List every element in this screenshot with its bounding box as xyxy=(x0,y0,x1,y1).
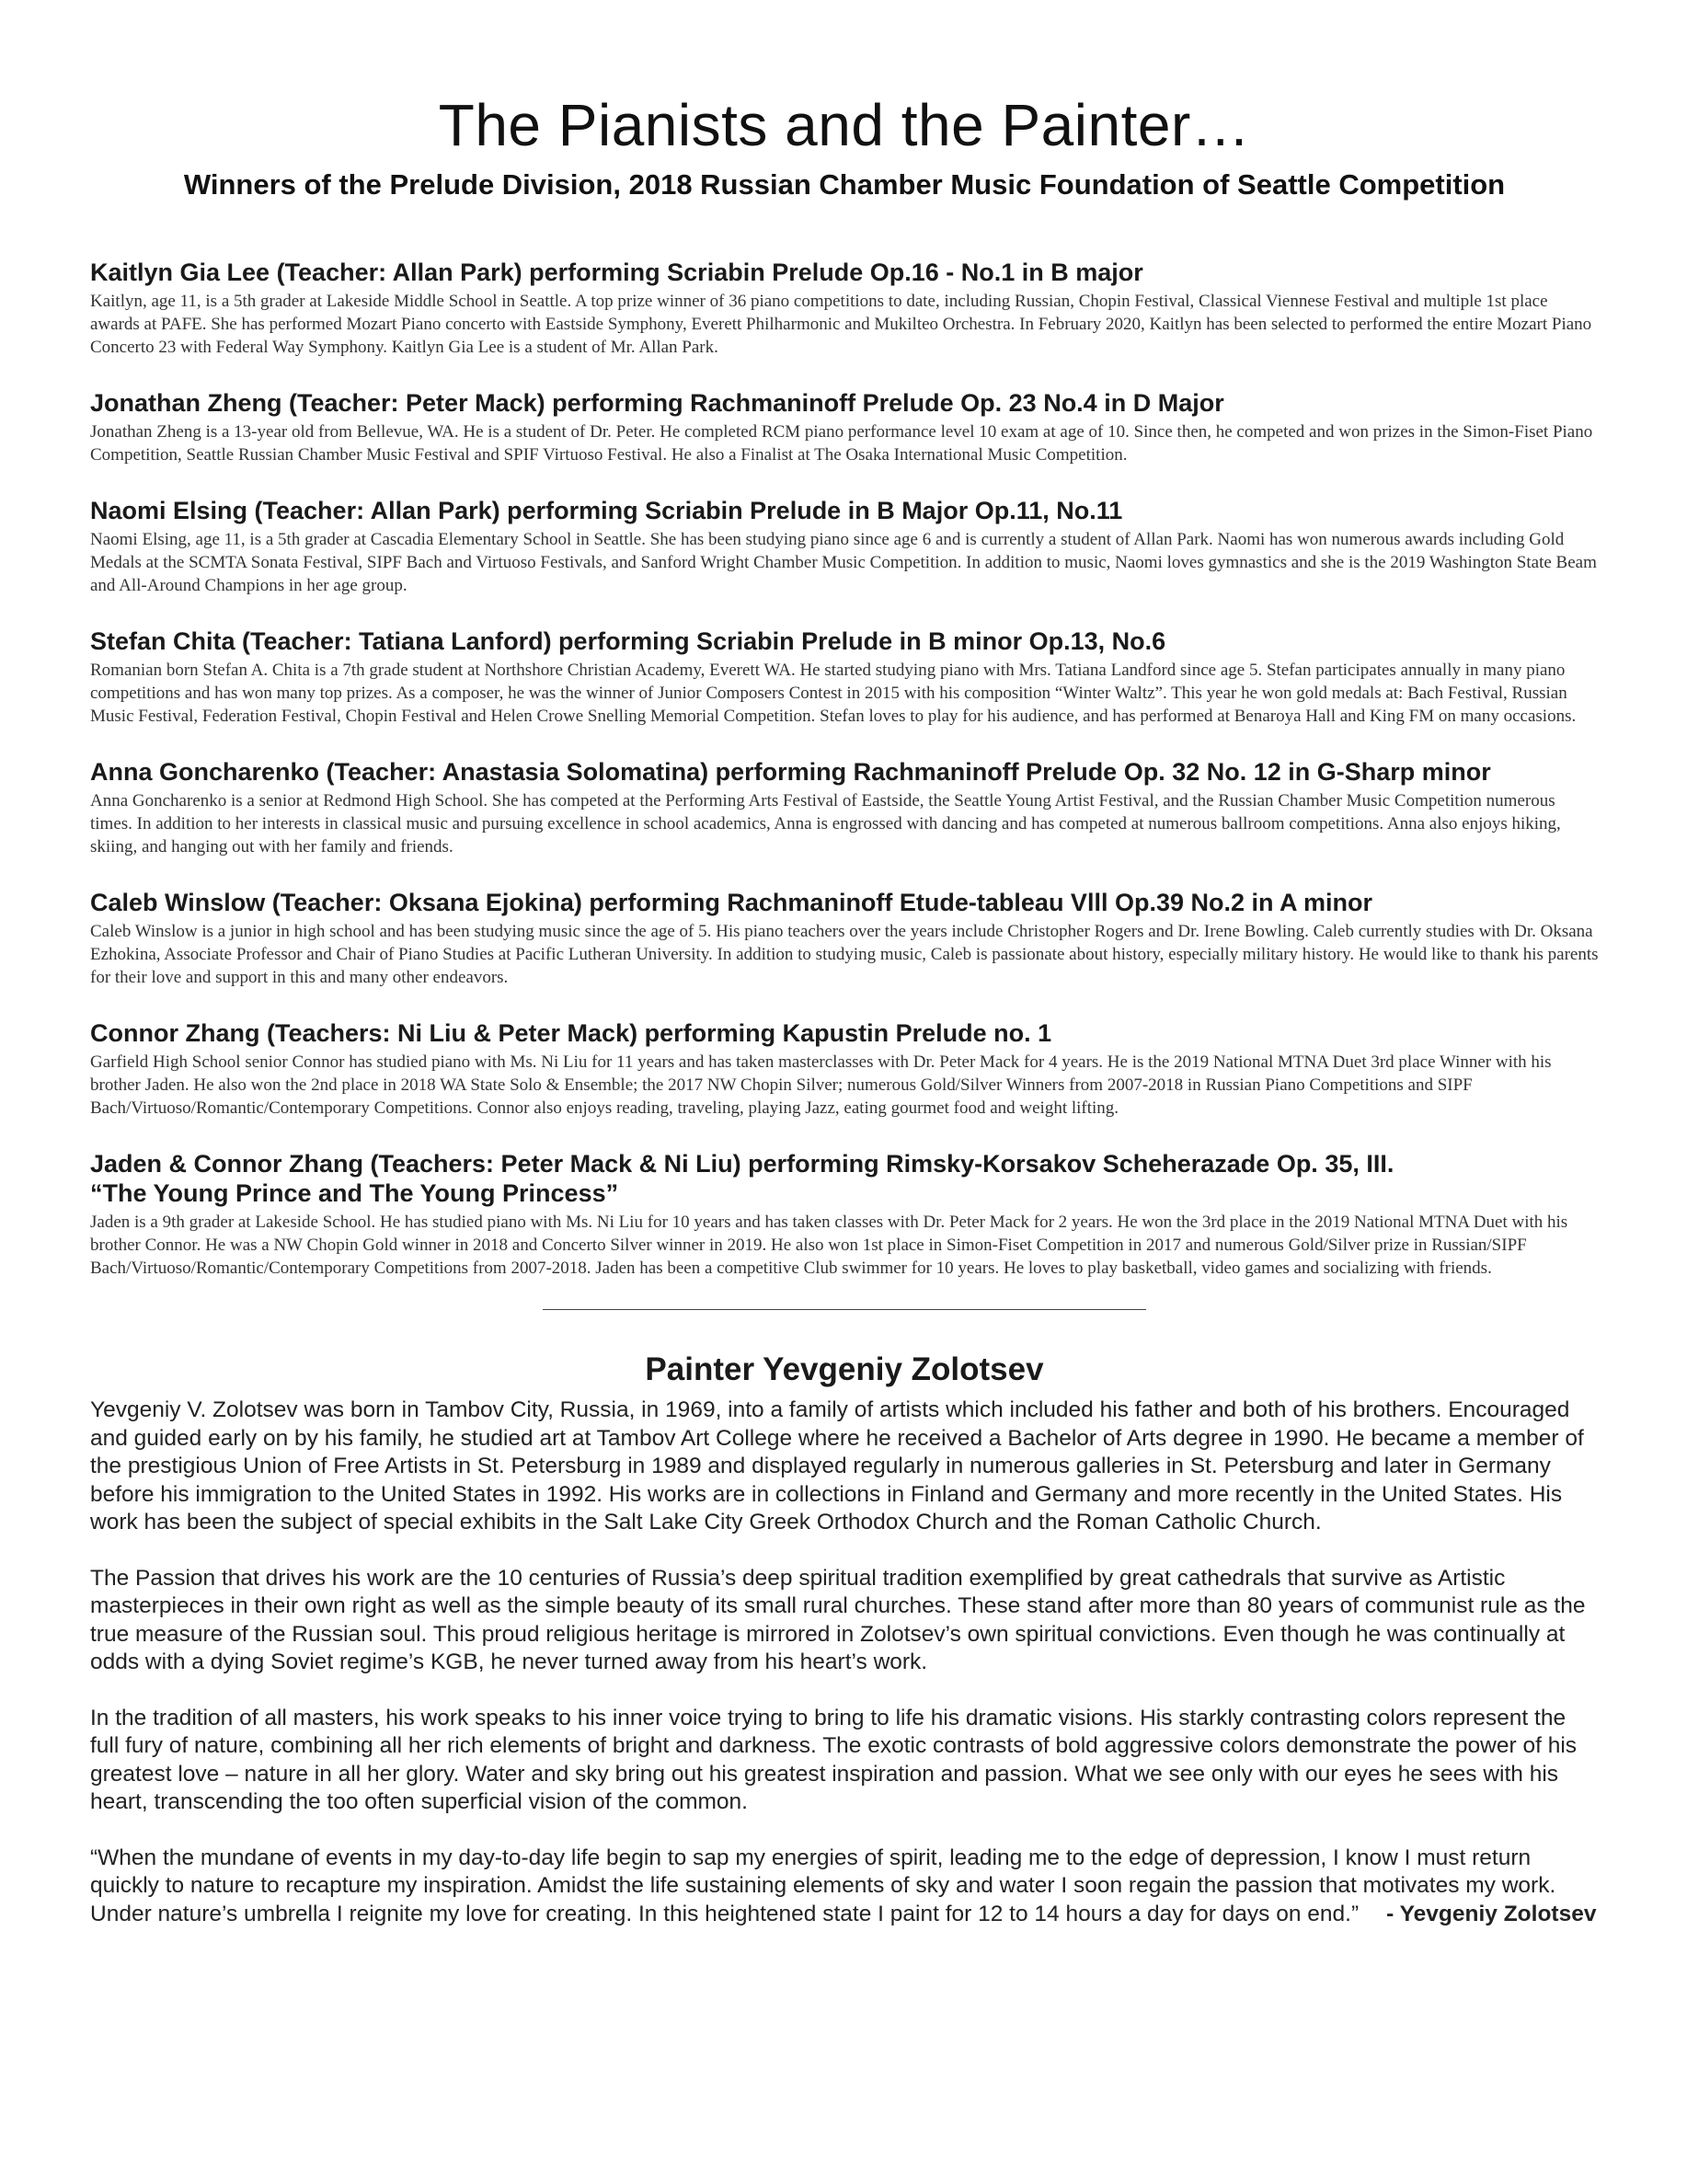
performer-bio: Jaden is a 9th grader at Lakeside School. He has studied piano with Ms. Ni Liu for 10 years and has taken classes with Dr. Peter Mack for 2 years. He won the 3rd place in the 2019 National MTNA Duet with his brother Connor. He was a NW Chopin Gold winner in 2018 and Concerto Silver winner in 2019. He also won 1st place in Simon-Fiset Competition in 2017 and numerous Gold/Silver prize in Russian/SIPF Bach/Virtuoso/Romantic/Contemporary Competitions from 2007-2018. Jaden has been a competitive Club swimmer for 10 years. He loves to play basketball, video games and socializing with friends. xyxy=(90,1213,1568,1278)
performer-heading: Connor Zhang (Teachers: Ni Liu & Peter Mack) performing Kapustin Prelude no. 1 xyxy=(90,1019,1052,1047)
performer-bio: Jonathan Zheng is a 13-year old from Bellevue, WA. He is a student of Dr. Peter. He completed RCM piano performance level 10 exam at age of 10. Since then, he competed and won prizes in the Simon-Fiset Piano Competition, Seattle Russian Chamber Music Festival and SPIF Virtuoso Festival. He also a Finalist at The Osaka International Music Competition. xyxy=(90,422,1593,465)
performer-entry xyxy=(90,496,1599,597)
performer-entry xyxy=(90,1018,1599,1120)
performer-heading-subtitle: “The Young Prince and The Young Princess” xyxy=(90,1179,619,1207)
performer-entry xyxy=(90,388,1599,466)
performer-heading: Anna Goncharenko (Teacher: Anastasia Solomatina) performing Rachmaninoff Prelude Op. 32 No. 12 in G-Sharp minor xyxy=(90,758,1491,786)
performer-entry xyxy=(90,757,1599,858)
performer-entry xyxy=(90,888,1599,989)
page-title: The Pianists and the Painter… xyxy=(438,92,1251,158)
performer-bio: Anna Goncharenko is a senior at Redmond High School. She has competed at the Performing Arts Festival of Eastside, the Seattle Young Artist Festival, and the Russian Chamber Music Competition numerous times. In addition to her interests in classical music and pursuing excellence in school academics, Anna is engrossed with dancing and has competed at numerous ballroom competitions. Anna also enjoys hiking, skiing, and hanging out with her family and friends. xyxy=(90,791,1561,856)
performer-bio: Naomi Elsing, age 11, is a 5th grader at Cascadia Elementary School in Seattle. She has been studying piano since age 6 and is currently a student of Allan Park. Naomi has won numerous awards including Gold Medals at the SCMTA Sonata Festival, SIPF Bach and Virtuoso Festivals, and Sanford Wright Chamber Music Competition. In addition to music, Naomi loves gymnastics and she is the 2019 Washington State Beam and All-Around Champions in her age group. xyxy=(90,530,1597,595)
painter-paragraph: Yevgeniy V. Zolotsev was born in Tambov City, Russia, in 1969, into a family of artists which included his father and both of his brothers. Encouraged and guided early on by his family, he studied art at Tambov Art College where he received a Bachelor of Arts degree in 1990. He became a member of the prestigious Union of Free Artists in St. Petersburg in 1989 and displayed regularly in numerous galleries in St. Petersburg and later in Germany before his immigration to the United States in 1992. His works are in collections in Finland and Germany and more recently in the United States. His work has been the subject of special exhibits in the Salt Lake City Greek Orthodox Church and the Roman Catholic Church. xyxy=(90,1397,1584,1535)
performer-bio: Romanian born Stefan A. Chita is a 7th grade student at Northshore Christian Academy, Everett WA. He started studying piano with Mrs. Tatiana Landford since age 5. Stefan participates annually in many piano competitions and has won many top prizes. As a composer, he was the winner of Junior Composers Contest in 2015 with his composition “Winter Waltz”. This year he won gold medals at: Bach Festival, Russian Music Festival, Federation Festival, Chopin Festival and Helen Crowe Snelling Memorial Competition. Stefan loves to play for his audience, and has performed at Benaroya Hall and King FM on many occasions. xyxy=(90,661,1577,726)
section-divider xyxy=(543,1309,1146,1310)
performer-heading: Jaden & Connor Zhang (Teachers: Peter Mack & Ni Liu) performing Rimsky-Korsakov Scheherazade Op. 35, III. xyxy=(90,1150,1394,1178)
performer-list xyxy=(90,258,1599,1280)
performer-heading: Jonathan Zheng (Teacher: Peter Mack) performing Rachmaninoff Prelude Op. 23 No.4 in D Major xyxy=(90,389,1224,417)
program-page xyxy=(90,88,1599,1956)
painter-bio xyxy=(90,1397,1599,1928)
quote-text: “When the mundane of events in my day-to-day life begin to sap my energies of spirit, leading me to the edge of depression, I know I must return quickly to nature to recapture my inspiration. Amidst the life sustaining elements of sky and water I soon regain the passion that motivates my work. Under nature’s umbrella I reignite my love for creating. In this heightened state I paint for 12 to 14 hours a day for days on end.” xyxy=(90,1845,1556,1926)
performer-heading: Naomi Elsing (Teacher: Allan Park) performing Scriabin Prelude in B Major Op.11, No.11 xyxy=(90,497,1123,524)
performer-entry xyxy=(90,1149,1599,1280)
painter-quote xyxy=(90,1845,1599,1929)
performer-entry xyxy=(90,258,1599,359)
performer-heading: Caleb Winslow (Teacher: Oksana Ejokina) performing Rachmaninoff Etude-tableau Vlll Op.39 No.2 in A minor xyxy=(90,889,1372,916)
quote-author: - Yevgeniy Zolotsev xyxy=(1386,1901,1597,1926)
painter-paragraph: The Passion that drives his work are the 10 centuries of Russia’s deep spiritual tradition exemplified by great cathedrals that survive as Artistic masterpieces in their own right as well as the simple beauty of its small rural churches. These stand after more than 80 years of communist rule as the true measure of the Russian soul. This proud religious heritage is mirrored in Zolotsev’s own spiritual convictions. Even though he was continually at odds with a dying Soviet regime’s KGB, he never turned away from his heart’s work. xyxy=(90,1565,1586,1674)
painter-paragraph: In the tradition of all masters, his work speaks to his inner voice trying to bring to life his dramatic visions. His starkly contrasting colors represent the full fury of nature, combining all her rich elements of bright and darkness. The exotic contrasts of bold aggressive colors demonstrate the power of his greatest love – nature in all her glory. Water and sky bring out his greatest inspiration and passion. What we see only with our eyes he sees with his heart, transcending the too often superficial vision of the common. xyxy=(90,1705,1578,1814)
performer-bio: Caleb Winslow is a junior in high school and has been studying music since the age of 5. His piano teachers over the years include Christopher Rogers and Dr. Irene Bowling. Caleb currently studies with Dr. Oksana Ezhokina, Associate Professor and Chair of Piano Studies at Pacific Lutheran University. In addition to studying music, Caleb is passionate about history, especially military history. He would like to thank his parents for their love and support in this and many other endeavors. xyxy=(90,922,1599,987)
performer-heading: Stefan Chita (Teacher: Tatiana Lanford) performing Scriabin Prelude in B minor Op.13, No.6 xyxy=(90,627,1166,655)
page-subtitle: Winners of the Prelude Division, 2018 Russian Chamber Music Foundation of Seattle Competition xyxy=(183,168,1506,201)
performer-bio: Garfield High School senior Connor has studied piano with Ms. Ni Liu for 11 years and has taken masterclasses with Dr. Peter Mack for 4 years. He is the 2019 National MTNA Duet 3rd place Winner with his brother Jaden. He also won the 2nd place in 2018 WA State Solo & Ensemble; the 2017 NW Chopin Silver; numerous Gold/Silver Winners from 2007-2018 in Russian Piano Competitions and SIPF Bach/Virtuoso/Romantic/Contemporary Competitions. Connor also enjoys reading, traveling, playing Jazz, eating gourmet food and weight lifting. xyxy=(90,1052,1552,1118)
performer-entry xyxy=(90,626,1599,728)
painter-heading: Painter Yevgeniy Zolotsev xyxy=(645,1351,1044,1387)
performer-heading: Kaitlyn Gia Lee (Teacher: Allan Park) performing Scriabin Prelude Op.16 - No.1 in B major xyxy=(90,259,1143,286)
performer-bio: Kaitlyn, age 11, is a 5th grader at Lakeside Middle School in Seattle. A top prize winner of 36 piano competitions to date, including Russian, Chopin Festival, Classical Viennese Festival and multiple 1st place awards at PAFE. She has performed Mozart Piano concerto with Eastside Symphony, Everett Philharmonic and Mukilteo Orchestra. In February 2020, Kaitlyn has been selected to performed the entire Mozart Piano Concerto 23 with Federal Way Symphony. Kaitlyn Gia Lee is a student of Mr. Allan Park. xyxy=(90,292,1592,357)
